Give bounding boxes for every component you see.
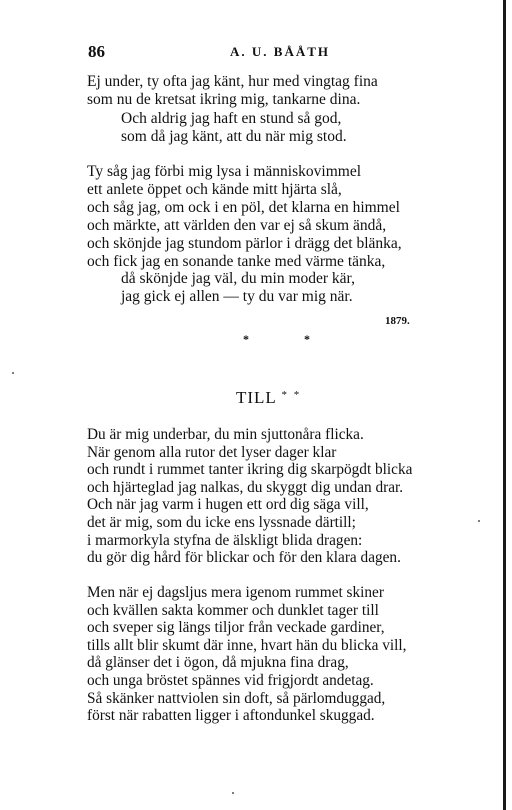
verse-line: Och när jag varm i hugen ett ord dig säga vill, (87, 496, 369, 514)
verse-line: då skönjde jag väl, du min moder kär, (121, 270, 355, 288)
verse-line: och märkte, att världen den var ej så skum ändå, (87, 216, 387, 234)
poem-title-text: TILL (236, 388, 277, 407)
verse-line: Men när ej dagsljus mera igenom rummet skiner (87, 584, 384, 601)
verse-line: som då jag känt, att du när mig stod. (121, 128, 347, 146)
verse-line: och skönjde jag stundom pärlor i drägg det blänka, (87, 234, 402, 252)
verse-line: som nu de kretsat ikring mig, tankarne dina. (87, 91, 361, 109)
stanza-1 (87, 73, 447, 147)
verse-line: ett anlete öppet och kände mitt hjärta slå, (87, 180, 342, 198)
stanza-2 (87, 163, 447, 306)
section-asterism: * * (243, 332, 336, 346)
page-header (88, 42, 448, 64)
verse-line: och fick jag en sonande tanke med värme tänka, (87, 252, 386, 270)
verse-line: och såg jag, om ock i en pöl, det klarna en himmel (87, 198, 400, 216)
verse-line: då glänser det i ögon, då mjukna fina drag, (87, 654, 349, 672)
page-edge-rule (503, 0, 506, 810)
scan-speck (12, 372, 14, 374)
verse-line: och sveper sig längs tiljor från veckade gardiner, (87, 619, 385, 637)
verse-line: först när rabatten ligger i aftondunkel skuggad. (87, 707, 375, 725)
stanza-4 (87, 584, 447, 725)
verse-line: Och aldrig jag haft en stund så god, (121, 109, 342, 127)
verse-line: När genom alla rutor det lyser dager klar (87, 443, 337, 461)
verse-line: och unga bröstet spännes vid frigjordt andetag. (87, 671, 374, 689)
scan-speck (478, 520, 480, 522)
verse-line: Du är mig underbar, du min sjuttonåra flicka. (87, 426, 364, 443)
poem-date: 1879. (385, 315, 410, 327)
verse-line: Ty såg jag förbi mig lysa i människovimmel (87, 163, 362, 180)
verse-line: jag gick ej allen — ty du var mig när. (121, 288, 353, 306)
verse-line: du gör dig hård för blickar och för den klara dagen. (87, 549, 401, 567)
verse-line: i marmorkyla styfna de älskligt blida dragen: (87, 531, 363, 549)
verse-line: och kvällen sakta kommer och dunklet tager till (87, 601, 379, 619)
verse-line: Ej under, ty ofta jag känt, hur med vingtag fina (87, 73, 378, 90)
verse-line: Så skänker nattviolen sin doft, så pärlomduggad, (87, 689, 386, 707)
stanza-3 (87, 426, 447, 567)
verse-line: tills allt blir skumt där inne, hvart hän du blicka vill, (87, 636, 407, 654)
poem-title-stars: * * (281, 389, 302, 401)
verse-line: och rundt i rummet tanter ikring dig skarpögdt blicka (87, 461, 413, 479)
running-head: A. U. BÅÅTH (230, 44, 331, 59)
verse-line: det är mig, som du icke ens lyssnade därtill; (87, 513, 356, 531)
poem-title (236, 388, 301, 408)
page-number: 86 (88, 42, 105, 61)
verse-line: och hjärteglad jag nalkas, du skyggt dig undan drar. (87, 478, 404, 496)
scan-speck (232, 792, 234, 794)
